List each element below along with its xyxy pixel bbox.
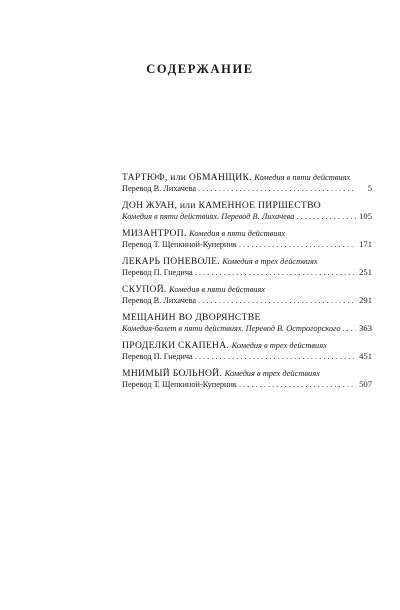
entry-translator: Перевод П. Гнедича	[122, 352, 193, 361]
entry-page-number: 291	[359, 295, 372, 305]
entry-translator	[122, 323, 341, 334]
entry-detail-line	[122, 183, 372, 194]
entry-title-line	[122, 256, 372, 267]
table-of-contents	[122, 172, 372, 396]
entry-title: ЛЕКАРЬ ПОНЕВОЛЕ.	[122, 256, 220, 267]
dot-leader	[195, 351, 356, 362]
entry-translator: Перевод Т. Щепкиной-Куперник	[122, 380, 237, 389]
entry-title: ДОН ЖУАН, или КАМЕННОЕ ПИРШЕСТВО	[122, 200, 322, 211]
entry-title: МЕЩАНИН ВО ДВОРЯНСТВЕ	[122, 312, 261, 323]
entry-translator: Перевод В. Лихачева	[122, 184, 197, 193]
toc-entry[interactable]	[122, 340, 372, 362]
entry-translator: Перевод В. Лихачева	[122, 296, 197, 305]
entry-genre: Комедия в пяти действиях	[169, 285, 266, 294]
dot-leader	[239, 239, 356, 250]
entry-page-number: 251	[359, 267, 372, 277]
entry-subtitle: Комедия в пяти действиях. Перевод В. Лихачева	[122, 212, 295, 221]
entry-page-number: 105	[359, 211, 372, 221]
entry-title-line	[122, 312, 372, 323]
entry-title-line	[122, 228, 372, 239]
entry-detail-line	[122, 239, 372, 250]
entry-detail-line	[122, 379, 372, 390]
entry-translator	[122, 211, 294, 222]
entry-genre: Комедия в пяти действиях	[254, 173, 351, 182]
entry-detail-line	[122, 295, 372, 306]
dot-leader	[198, 183, 356, 194]
toc-entry[interactable]	[122, 200, 372, 222]
entry-title: СКУПОЙ.	[122, 284, 167, 295]
dot-leader	[343, 323, 357, 334]
entry-genre: Комедия в трех действиях	[224, 369, 320, 378]
toc-entry[interactable]	[122, 368, 372, 390]
entry-subtitle: Комедия-балет в пяти действиях. Перевод В. Острогорского	[122, 324, 341, 333]
entry-genre: Комедия в пяти действиях	[189, 229, 286, 238]
dot-leader	[239, 379, 356, 390]
dot-leader	[195, 267, 356, 278]
dot-leader	[296, 211, 356, 222]
toc-entry[interactable]	[122, 228, 372, 250]
entry-title-line	[122, 284, 372, 295]
entry-title-line	[122, 172, 372, 183]
entry-detail-line	[122, 211, 372, 222]
entry-translator: Перевод П. Гнедича	[122, 268, 193, 277]
dot-leader	[198, 295, 356, 306]
entry-genre: Комедия в трех действиях	[222, 257, 318, 266]
entry-translator: Перевод Т. Щепкиной-Куперник	[122, 240, 237, 249]
entry-page-number: 171	[359, 239, 372, 249]
page-title: СОДЕРЖАНИЕ	[146, 62, 254, 76]
toc-entry[interactable]	[122, 256, 372, 278]
entry-detail-line	[122, 267, 372, 278]
entry-title: МИЗАНТРОП.	[122, 228, 187, 239]
entry-title-line	[122, 368, 372, 379]
entry-page-number: 5	[367, 183, 372, 193]
toc-entry[interactable]	[122, 312, 372, 334]
entry-title: МНИМЫЙ БОЛЬНОЙ.	[122, 368, 223, 379]
entry-detail-line	[122, 323, 372, 334]
toc-entry[interactable]	[122, 284, 372, 306]
entry-title-line	[122, 340, 372, 351]
entry-title: ПРОДЕЛКИ СКАПЕНА.	[122, 340, 230, 351]
toc-entry[interactable]	[122, 172, 372, 194]
entry-page-number: 451	[359, 351, 372, 361]
entry-detail-line	[122, 351, 372, 362]
entry-title-line	[122, 200, 372, 211]
entry-page-number: 507	[359, 379, 372, 389]
entry-title: ТАРТЮФ, или ОБМАНЩИК.	[122, 172, 252, 183]
entry-page-number: 363	[359, 323, 372, 333]
entry-genre: Комедия в трех действиях	[231, 341, 327, 350]
